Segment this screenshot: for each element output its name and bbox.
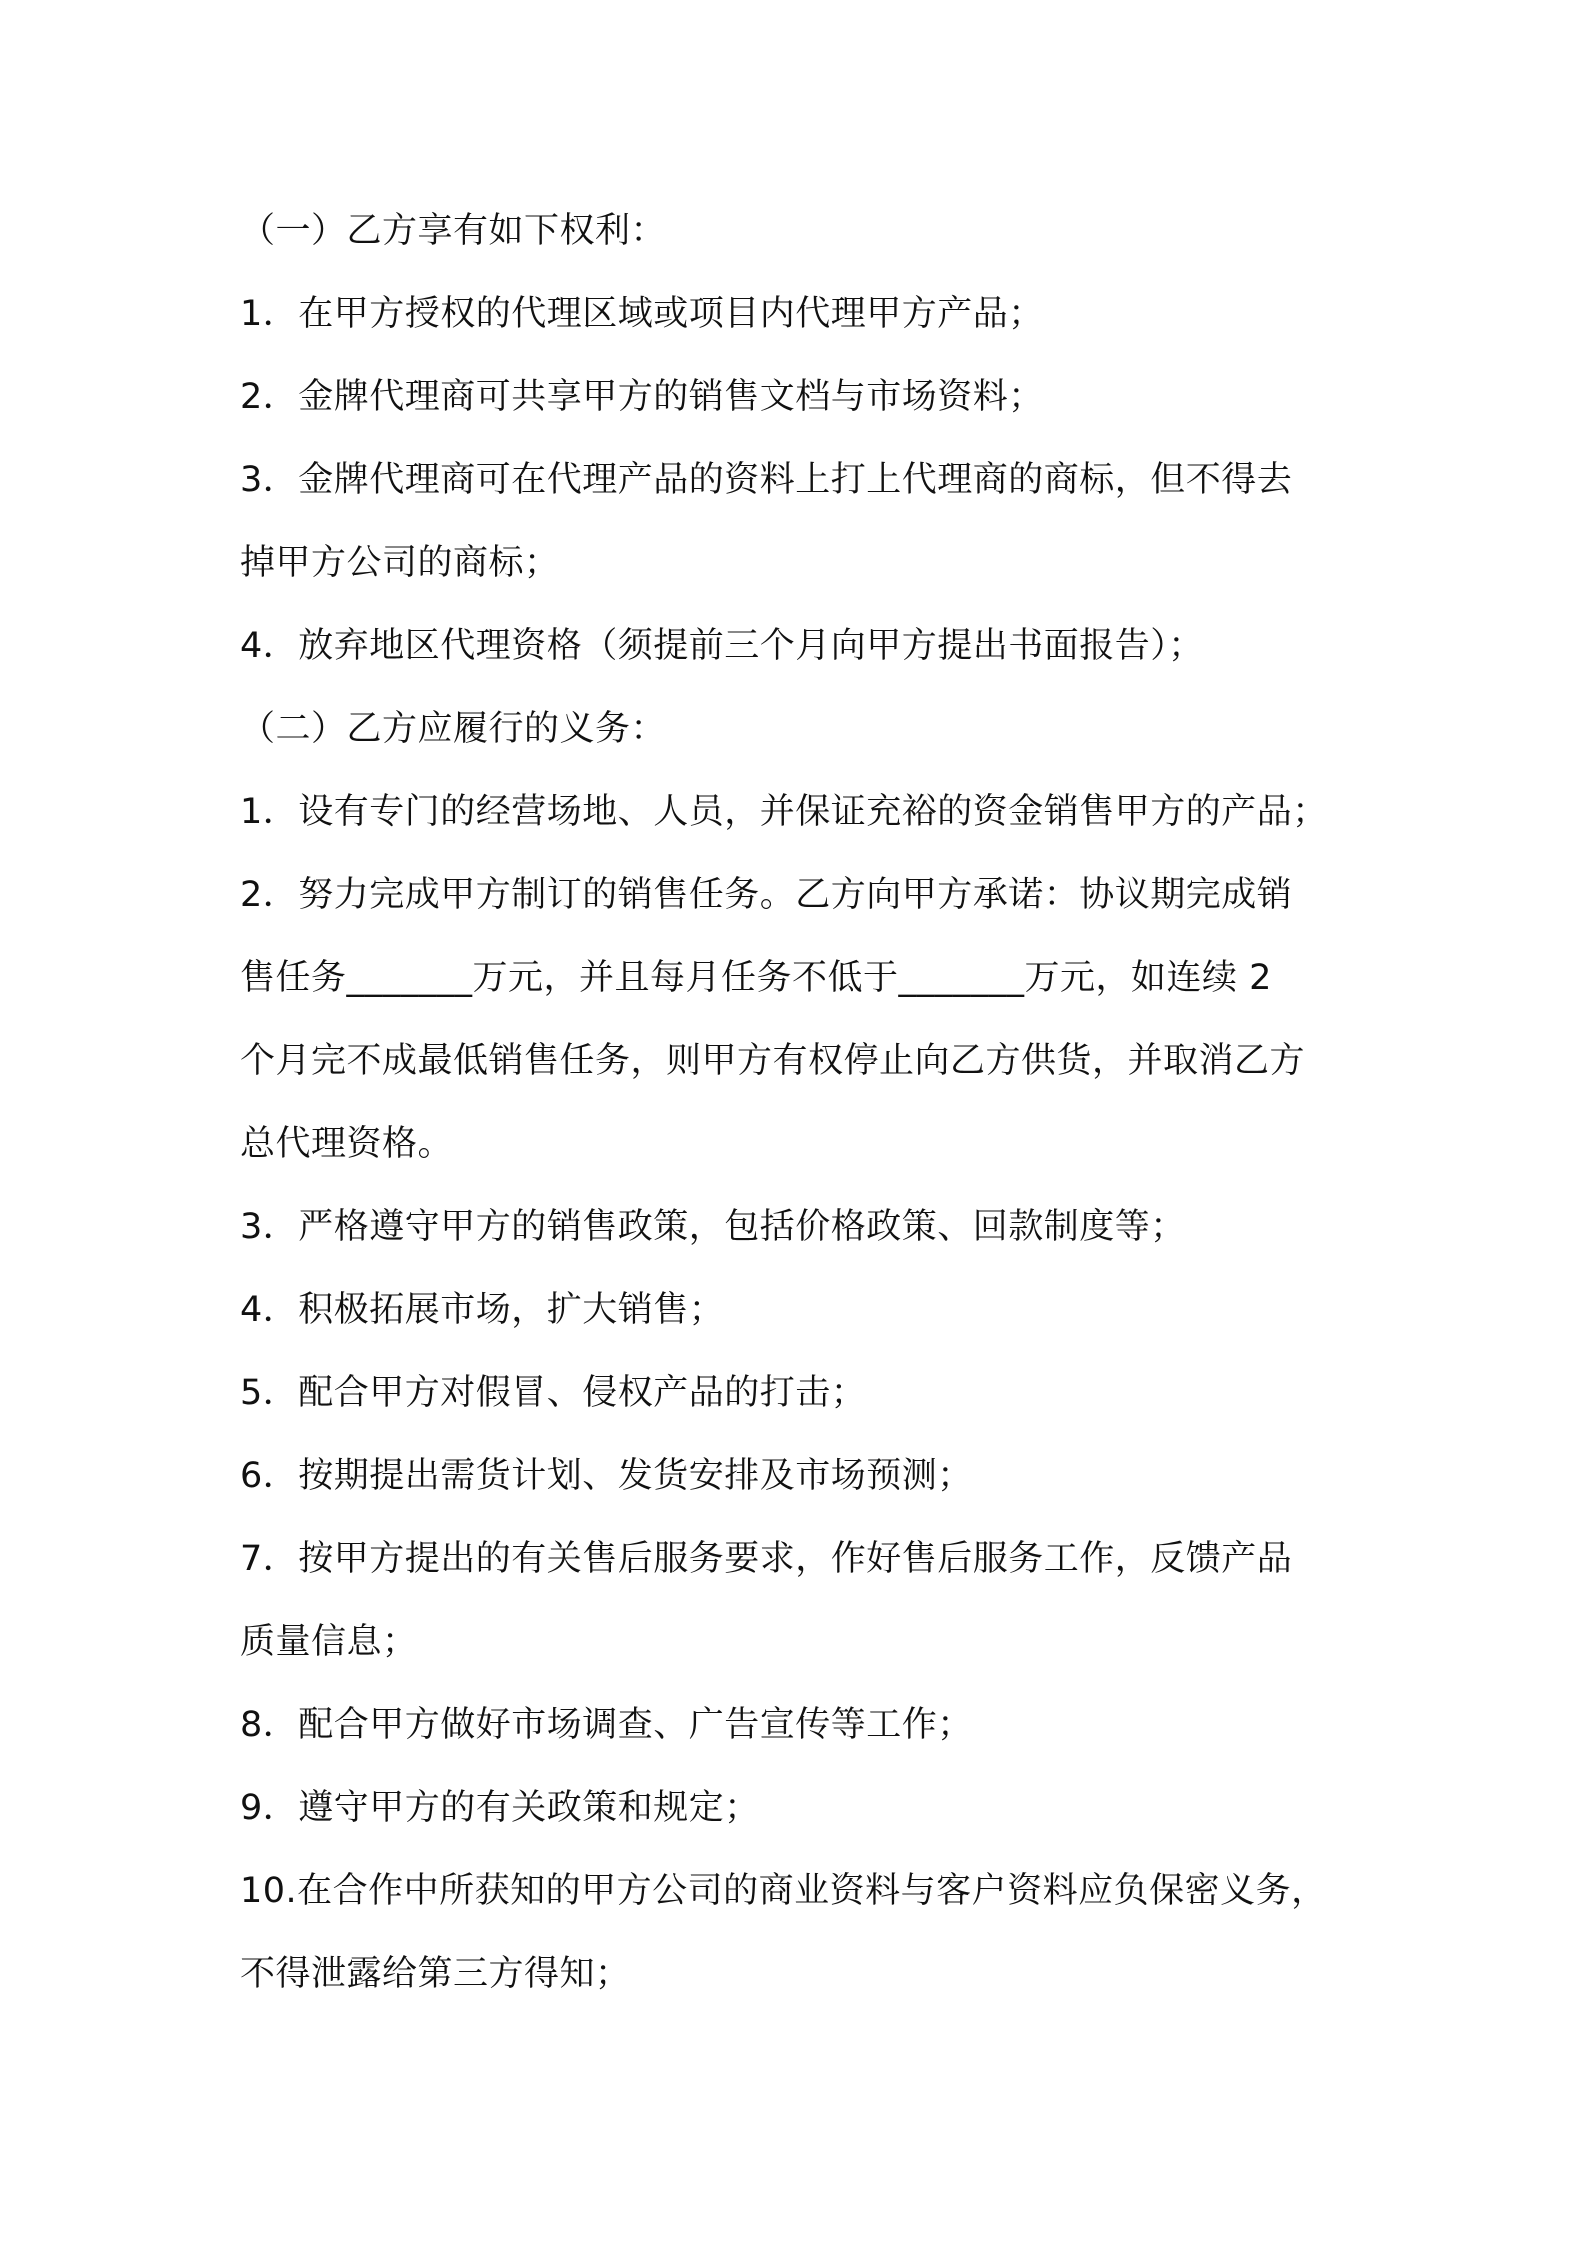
section-heading-rights: （一）乙方享有如下权利： — [240, 211, 667, 251]
obligation-item-10-continued: 不得泄露给第三方得知； — [240, 1954, 631, 1994]
rights-item-1: 1．在甲方授权的代理区域或项目内代理甲方产品； — [240, 294, 1044, 334]
obligation-item-10: 10.在合作中所获知的甲方公司的商业资料与客户资料应负保密义务， — [240, 1871, 1327, 1911]
obligation-item-7-continued: 质量信息； — [240, 1622, 418, 1662]
obligation-item-6: 6．按期提出需货计划、发货安排及市场预测； — [240, 1456, 973, 1496]
rights-item-3-continued: 掉甲方公司的商标； — [240, 543, 560, 583]
rights-item-2: 2．金牌代理商可共享甲方的销售文档与市场资料； — [240, 377, 1044, 417]
obligation-item-5: 5．配合甲方对假冒、侵权产品的打击； — [240, 1373, 867, 1413]
obligation-item-1: 1．设有专门的经营场地、人员，并保证充裕的资金销售甲方的产品； — [240, 792, 1328, 832]
obligation-item-8: 8．配合甲方做好市场调查、广告宣传等工作； — [240, 1705, 973, 1745]
obligation-item-2-continued: 售任务_______万元，并且每月任务不低于_______万元，如连续 2 — [240, 958, 1272, 998]
obligation-item-9: 9．遵守甲方的有关政策和规定； — [240, 1788, 760, 1828]
obligation-item-2-continued: 个月完不成最低销售任务，则甲方有权停止向乙方供货，并取消乙方 — [240, 1041, 1306, 1081]
document-body — [240, 190, 1370, 2016]
obligation-item-4: 4．积极拓展市场，扩大销售； — [240, 1290, 725, 1330]
obligation-item-7: 7．按甲方提出的有关售后服务要求，作好售后服务工作，反馈产品 — [240, 1539, 1293, 1579]
obligation-item-2-continued: 总代理资格。 — [240, 1124, 454, 1164]
section-heading-obligations: （二）乙方应履行的义务： — [240, 709, 667, 749]
obligation-item-2: 2．努力完成甲方制订的销售任务。乙方向甲方承诺：协议期完成销 — [240, 875, 1293, 915]
obligation-item-3: 3．严格遵守甲方的销售政策，包括价格政策、回款制度等； — [240, 1207, 1186, 1247]
rights-item-3: 3．金牌代理商可在代理产品的资料上打上代理商的商标，但不得去 — [240, 460, 1293, 500]
rights-item-4: 4．放弃地区代理资格（须提前三个月向甲方提出书面报告）； — [240, 626, 1204, 666]
